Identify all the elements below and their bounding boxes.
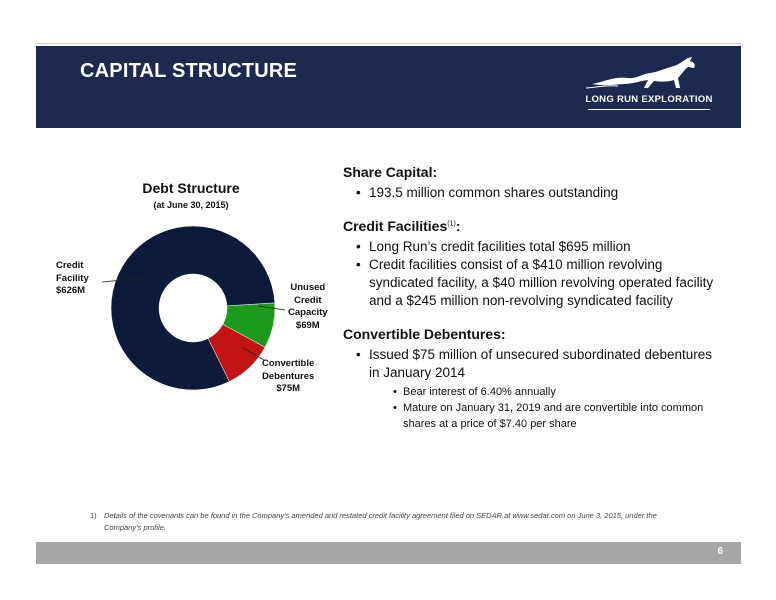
share-capital-heading: Share Capital: xyxy=(343,164,438,180)
footnote-text: Details of the covenants can be found in the Company’s amended and restated credit facility agreement filed on SEDAR at www.sedar.com on June 3, 2015, under the Company’s profile. xyxy=(104,511,657,532)
horse-logo-icon xyxy=(584,54,714,94)
credit-bullet-composition: • Credit facilities consist of a $410 million revolving syndicated facility, a $40 million revolving operated facility and a $245 million non-revolving syndicated facility xyxy=(343,256,723,310)
share-capital-section xyxy=(343,164,723,202)
convertible-sub-bullet-maturity: • Mature on January 31, 2019 and are convertible into common shares at a price of $7.40 per share xyxy=(343,400,723,432)
convertible-section xyxy=(343,326,723,432)
slice-label-line: Credit xyxy=(56,260,84,271)
convertible-bullet: • Issued $75 million of unsecured subordinated debentures in January 2014 xyxy=(343,346,723,382)
footnote xyxy=(90,510,670,534)
credit-heading-text: Credit Facilities xyxy=(343,218,448,234)
debt-structure-chart xyxy=(40,170,340,410)
chart-subtitle: (at June 30, 2015) xyxy=(153,200,229,210)
convertible-sub-bullet-interest: • Bear interest of 6.40% annually xyxy=(343,384,723,400)
slice-label-line: Credit xyxy=(294,294,322,306)
top-rule xyxy=(36,43,741,44)
credit-heading-colon: : xyxy=(455,218,461,234)
footnote-number: 1) xyxy=(90,511,97,520)
page-number: 6 xyxy=(717,546,723,557)
slice-label-unused-credit xyxy=(288,282,328,332)
logo-text: LONG RUN EXPLORATION xyxy=(585,94,713,105)
logo-rule xyxy=(588,109,710,110)
share-capital-bullet: • 193.5 million common shares outstanding xyxy=(343,184,723,202)
capital-details xyxy=(343,164,723,448)
credit-facilities-section xyxy=(343,218,723,310)
credit-bullet-total: • Long Run’s credit facilities total $695 million xyxy=(343,238,723,256)
chart-title: Debt Structure xyxy=(142,180,240,196)
slice-label-line: Unused xyxy=(290,282,326,293)
header-banner xyxy=(36,46,741,128)
slice-label-line: $69M xyxy=(295,319,320,331)
slice-label-line: Capacity xyxy=(288,307,328,318)
slice-label-line: Facility xyxy=(56,272,89,284)
slice-label-line: $75M xyxy=(276,383,301,394)
credit-facilities-heading xyxy=(343,218,723,234)
slice-label-convertible xyxy=(262,358,314,396)
slice-label-line: Debentures xyxy=(262,370,315,382)
convertible-heading: Convertible Debentures: xyxy=(343,326,506,342)
slice-label-credit-facility xyxy=(56,260,89,298)
footnote-ref: (1) xyxy=(447,220,456,228)
company-logo xyxy=(584,54,714,118)
slice-label-line: Convertible xyxy=(262,358,315,369)
footer-bar xyxy=(36,542,741,564)
page-title: CAPITAL STRUCTURE xyxy=(80,60,298,82)
slice-label-line: $626M xyxy=(56,285,86,296)
